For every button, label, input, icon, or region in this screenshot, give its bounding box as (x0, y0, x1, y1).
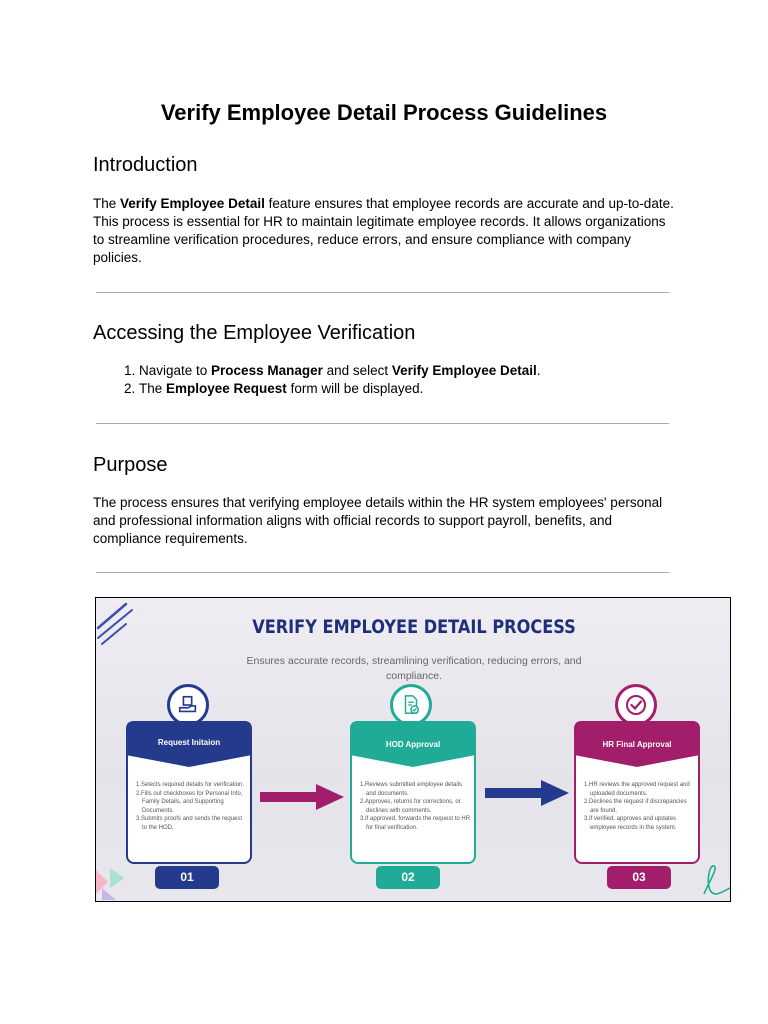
step-card-hr-final-approval (574, 721, 700, 864)
step-number-badge: 02 (376, 866, 440, 889)
divider (96, 572, 669, 573)
list-item: 1.Reviews submitted employee details and documents. (360, 782, 463, 797)
checkmark-circle-icon (615, 684, 657, 726)
step-label: Request Initaion (157, 738, 221, 747)
access-step-1: 1. Navigate to Process Manager and select Verify Employee Detail. (139, 362, 541, 380)
step-items-list (584, 781, 696, 832)
divider (96, 423, 669, 424)
document-check-icon (390, 684, 432, 726)
infographic-subtitle: Ensures accurate records, streamlining verification, reducing errors, and compliance. (246, 655, 582, 682)
list-item: 3.Submits proofs and sends the request to the HOD. (136, 816, 243, 831)
process-infographic (95, 597, 731, 902)
purpose-paragraph: The process ensures that verifying employee details within the HR system employees' personal and professional information aligns with official records to support payroll, benefits, and compliance requirements. (93, 495, 663, 546)
brush-strokes-decoration (96, 598, 136, 648)
arrow-right-icon (260, 784, 344, 810)
access-step-2: 2. The Employee Request form will be displayed. (139, 380, 541, 398)
list-item: 2.Declines the request if discrepancies are found. (584, 799, 687, 814)
step-items-list (360, 781, 472, 832)
divider (96, 292, 669, 293)
script-flourish-decoration (700, 860, 731, 900)
list-item: 1.Selects required details for verification. (136, 782, 245, 788)
list-item: 1.HR reviews the approved request and uploaded documents. (584, 782, 690, 797)
step-items-list (136, 781, 248, 832)
access-steps-list (93, 362, 541, 398)
purpose-heading: Purpose (93, 454, 168, 476)
intro-paragraph: The Verify Employee Detail feature ensures that employee records are accurate and up-to-date. This process is essential for HR to maintain legitimate employee records. It allows organizations to streamline verification procedures, reduce errors, and ensure compliance with company policies. (93, 196, 674, 265)
arrow-right-icon (485, 780, 569, 806)
triangles-decoration (96, 860, 136, 902)
infographic-title: VERIFY EMPLOYEE DETAIL PROCESS (252, 616, 576, 638)
step-label: HR Final Approval (602, 740, 672, 749)
intro-bold-term: Verify Employee Detail (120, 196, 265, 211)
step-number-badge: 03 (607, 866, 671, 889)
document-title: Verify Employee Detail Process Guidelines (160, 100, 608, 125)
step-number-badge: 01 (155, 866, 219, 889)
step-card-request-initiation (126, 721, 252, 864)
list-item: 3.If approved, forwards the request to HR for final verification. (360, 816, 471, 831)
list-item: 2.Approves, returns for corrections, or declines with comments. (360, 799, 461, 814)
list-item: 3.If verified, approves and updates employee records in the system. (584, 816, 677, 831)
step-card-hod-approval (350, 721, 476, 864)
step-label: HOD Approval (385, 740, 441, 749)
list-item: 2.Fills out checkboxes for Personal Info, Family Details, and Supporting Documents. (136, 790, 243, 814)
hand-document-icon (167, 684, 209, 726)
access-heading: Accessing the Employee Verification (93, 322, 416, 344)
intro-heading: Introduction (93, 154, 198, 176)
